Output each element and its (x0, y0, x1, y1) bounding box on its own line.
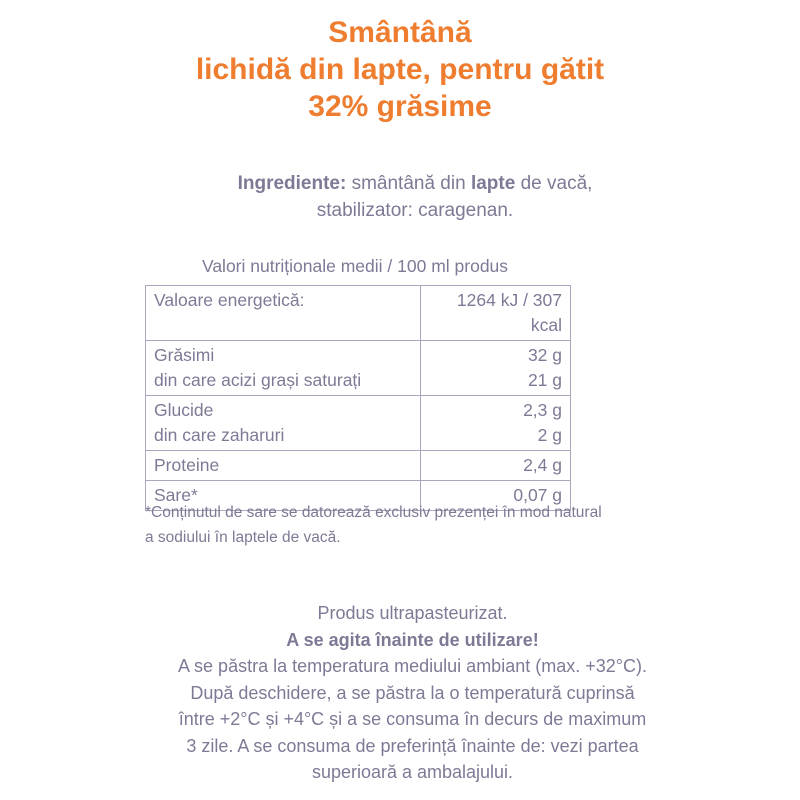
nutrient-value: 32 g (527, 345, 562, 365)
storage-line-5: între +2°C și +4°C și a se consuma în decurs de maximum (178, 709, 647, 729)
shake-warning: A se agita înainte de utilizare! (286, 629, 539, 650)
nutrient-value: 0,07 g (513, 485, 562, 505)
salt-footnote (145, 500, 625, 550)
nutrient-label-cell (146, 396, 421, 451)
nutrient-value: 1264 kJ / 307 kcal (456, 290, 562, 335)
nutrition-caption: Valori nutriționale medii / 100 ml produs (201, 256, 509, 276)
storage-line-6: 3 zile. A se consuma de preferință înainte de: vezi partea (186, 735, 639, 756)
nutrient-label: Grăsimi (154, 345, 215, 365)
nutrition-table (145, 285, 571, 511)
storage-line-7: superioară a ambalajului. (311, 762, 514, 782)
storage-line-4: După deschidere, a se păstra la o temperatură cuprinsă (190, 682, 635, 703)
nutrient-label-cell (146, 451, 421, 481)
nutrient-value-cell (421, 286, 571, 341)
nutrient-value: 2,3 g (523, 400, 562, 420)
nutrition-row (146, 451, 571, 481)
ingredients-block (150, 170, 680, 224)
nutrient-label: Valoare energetică: (154, 290, 305, 310)
ingredients-line-1 (150, 170, 680, 197)
title-line-3: 32% grăsime (308, 90, 492, 123)
ingredients-allergen: lapte (470, 173, 516, 194)
nutrient-label-cell (146, 286, 421, 341)
footnote-line-1: *Conținutul de sare se datorează exclusiv prezenței în mod natural (145, 504, 602, 521)
nutrition-row (146, 341, 571, 396)
nutrient-value: 2 g (537, 425, 562, 445)
ingredients-line-2: stabilizator: caragenan. (316, 200, 514, 221)
ingredients-text-before: smântână din (346, 173, 471, 194)
nutrient-value-cell (421, 396, 571, 451)
nutrient-label: Sare* (154, 485, 198, 505)
nutrient-value: 21 g (527, 370, 562, 390)
storage-line-1: Produs ultrapasteurizat. (317, 603, 508, 623)
product-title (0, 14, 800, 125)
footnote-line-2: a sodiului în laptele de vacă. (145, 529, 341, 546)
nutrient-value: 2,4 g (523, 455, 562, 475)
ingredients-text-after: de vacă, (515, 173, 593, 194)
nutrition-row (146, 396, 571, 451)
nutrient-label: Glucide (154, 400, 214, 420)
nutrient-value-cell (421, 451, 571, 481)
nutrient-label: Proteine (154, 455, 220, 475)
ingredients-label: Ingrediente: (237, 173, 347, 194)
nutrient-label: din care zaharuri (154, 425, 285, 445)
nutrition-row (146, 286, 571, 341)
nutrient-value-cell (421, 341, 571, 396)
nutrient-label-cell (146, 341, 421, 396)
title-line-2: lichidă din lapte, pentru gătit (195, 53, 605, 86)
storage-line-3: A se păstra la temperatura mediului ambiant (max. +32°C). (178, 656, 647, 676)
storage-instructions (120, 600, 705, 786)
nutrient-label: din care acizi grași saturați (154, 370, 362, 390)
title-line-1: Smântână (328, 16, 472, 49)
